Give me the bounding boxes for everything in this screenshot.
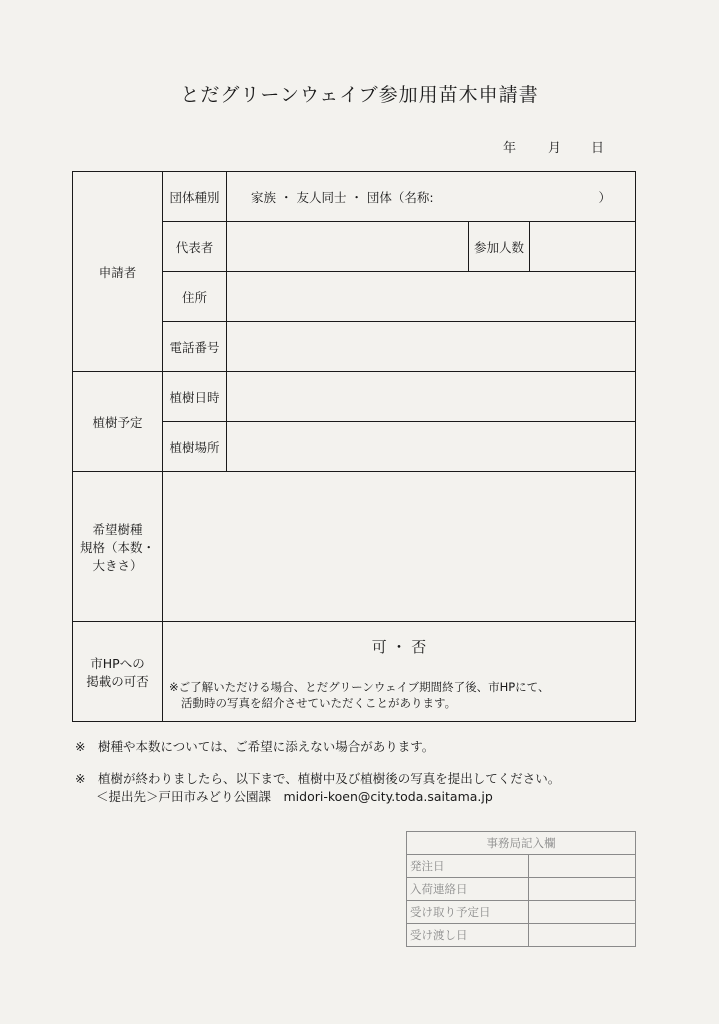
species-label-3: 大きさ） [92,557,143,573]
note-species: ※ 樹種や本数については、ご希望に添えない場合があります。 [75,739,435,754]
date-day: 日 [591,141,605,156]
office-row-field[interactable] [529,901,636,924]
note-photo: ※ 植樹が終わりましたら、以下まで、植樹中及び植樹後の写真を提出してください。 [75,771,561,786]
permit-options[interactable]: 可 ・ 否 [371,638,427,656]
office-row-label: 受け渡し日 [407,924,529,947]
office-row-field[interactable] [529,878,636,901]
planting-datetime-field[interactable] [227,372,636,422]
office-header: 事務局記入欄 [407,832,636,855]
application-form [72,171,636,722]
section-plan: 植樹予定 [73,372,163,472]
permit-label-1: 市HPへの [90,655,145,671]
note-submission: ＜提出先＞戸田市みどり公園課 midori-koen@city.toda.saitama.jp [96,789,493,804]
representative-field[interactable] [227,222,469,272]
date-year: 年 [503,141,517,156]
section-applicant: 申請者 [73,172,163,372]
permit-note-1: ※ご了解いただける場合、とだグリーンウェイブ期間終了後、市HPにて、 [169,680,550,694]
species-label-1: 希望樹種 [92,521,143,537]
group-type-options: 家族 ・ 友人同士 ・ 団体（名称: [251,189,434,205]
group-type-close: ） [598,189,611,205]
office-row-label: 発注日 [407,855,529,878]
section-species [73,472,163,622]
permit-field[interactable] [163,622,636,722]
label-address: 住所 [163,272,227,322]
phone-field[interactable] [227,322,636,372]
label-representative: 代表者 [163,222,227,272]
office-row-label: 入荷連絡日 [407,878,529,901]
office-row-field[interactable] [529,924,636,947]
office-use-table [406,831,636,947]
office-row-label: 受け取り予定日 [407,901,529,924]
office-row-field[interactable] [529,855,636,878]
form-title: とだグリーンウェイブ参加用苗木申請書 [180,84,539,106]
label-participant-count: 参加人数 [469,222,530,272]
label-group-type: 団体種別 [163,172,227,222]
planting-place-field[interactable] [227,422,636,472]
label-planting-place: 植樹場所 [163,422,227,472]
species-field[interactable] [163,472,636,622]
species-label-2: 規格（本数・ [79,539,155,555]
label-planting-datetime: 植樹日時 [163,372,227,422]
group-type-field[interactable] [227,172,636,222]
date-month: 月 [548,141,562,156]
permit-note-2: 活動時の写真を紹介させていただくことがあります。 [181,696,457,710]
permit-label-2: 掲載の可否 [86,673,149,689]
label-phone: 電話番号 [163,322,227,372]
section-permit [73,622,163,722]
address-field[interactable] [227,272,636,322]
participant-count-field[interactable] [530,222,636,272]
